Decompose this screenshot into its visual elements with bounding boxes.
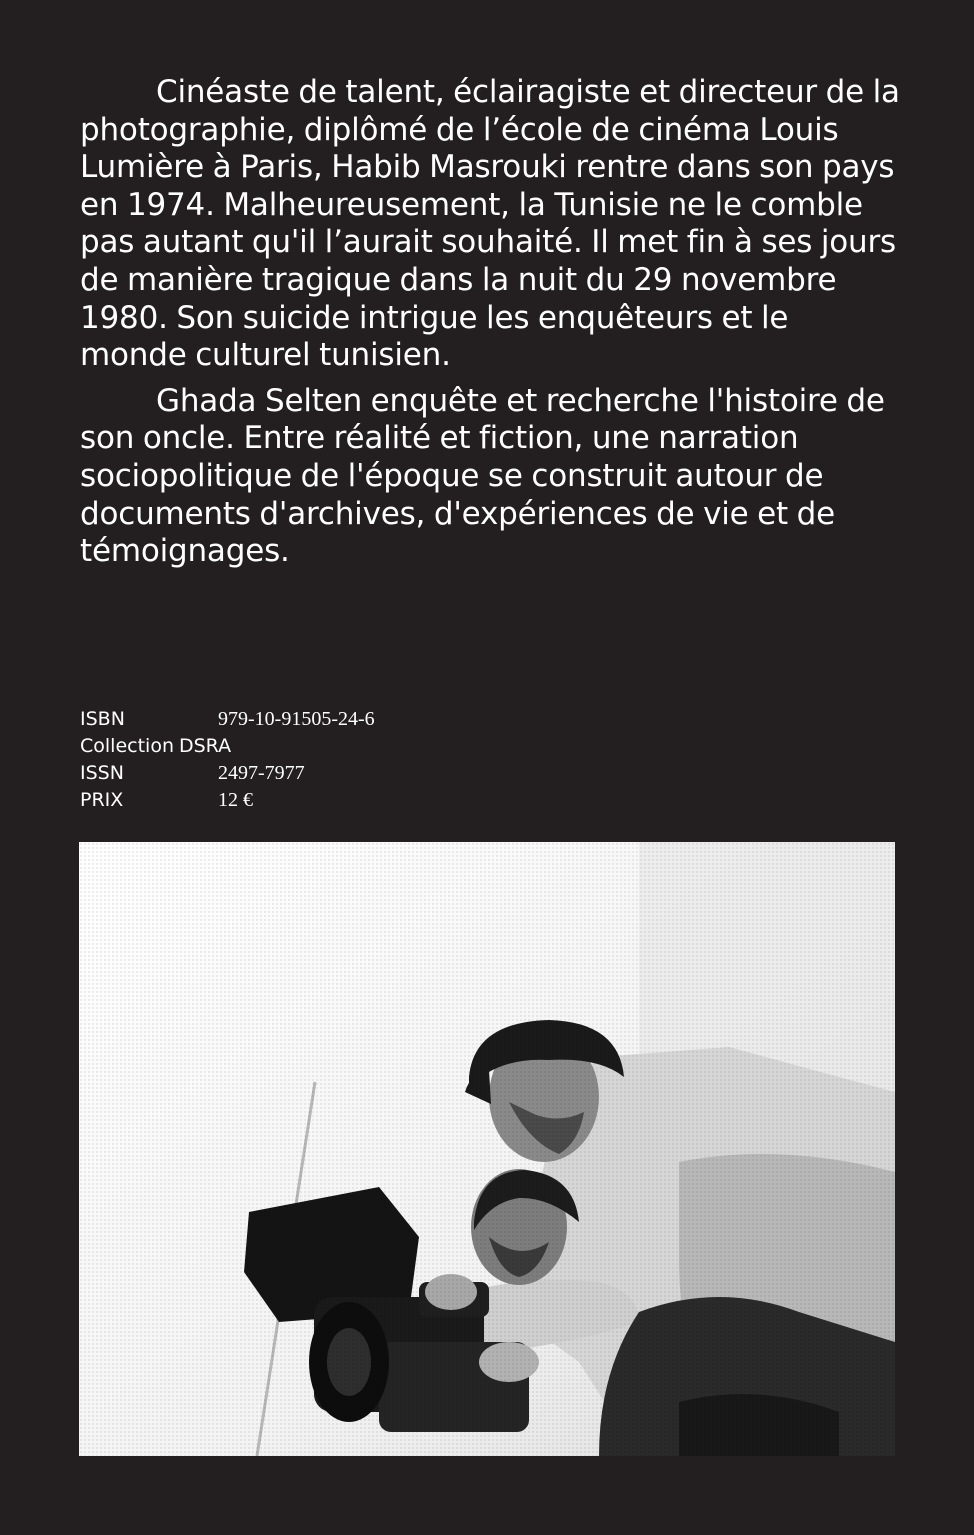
isbn-label: ISBN [80, 708, 125, 730]
archival-photo [79, 842, 895, 1456]
collection-row [80, 733, 480, 760]
issn-label: ISSN [80, 762, 124, 784]
collection-label: Collection [80, 735, 174, 757]
price-label: PRIX [80, 789, 124, 811]
photo-illustration [79, 842, 895, 1456]
isbn-value: 979-10-91505-24-6 [218, 708, 375, 730]
price-value: 12 € [218, 789, 253, 811]
collection-value: DSRA [178, 735, 232, 757]
description-paragraph-1: Cinéaste de talent, éclairagiste et directeur de la photographie, diplômé de l’école de cinéma Louis Lumière à Paris, Habib Masrouki rentre dans son pays en 1974. Malheureusement, la Tunisie ne le comble pas autant qu'il l’aurait souhaité. Il met fin à ses jours de manière tragique dans la nuit du 29 novembre 1980. Son suicide intrigue les enquêteurs et le monde culturel tunisien. [80, 74, 900, 374]
back-cover-description [80, 74, 900, 571]
issn-row [80, 760, 480, 787]
description-paragraph-2: Ghada Selten enquête et recherche l'histoire de son oncle. Entre réalité et fiction, une narration sociopolitique de l'époque se construit autour de documents d'archives, d'expériences de vie et de témoignages. [80, 382, 885, 570]
isbn-row [80, 706, 480, 733]
price-row [80, 787, 480, 814]
issn-value: 2497-7977 [218, 762, 305, 784]
book-metadata [80, 706, 480, 814]
